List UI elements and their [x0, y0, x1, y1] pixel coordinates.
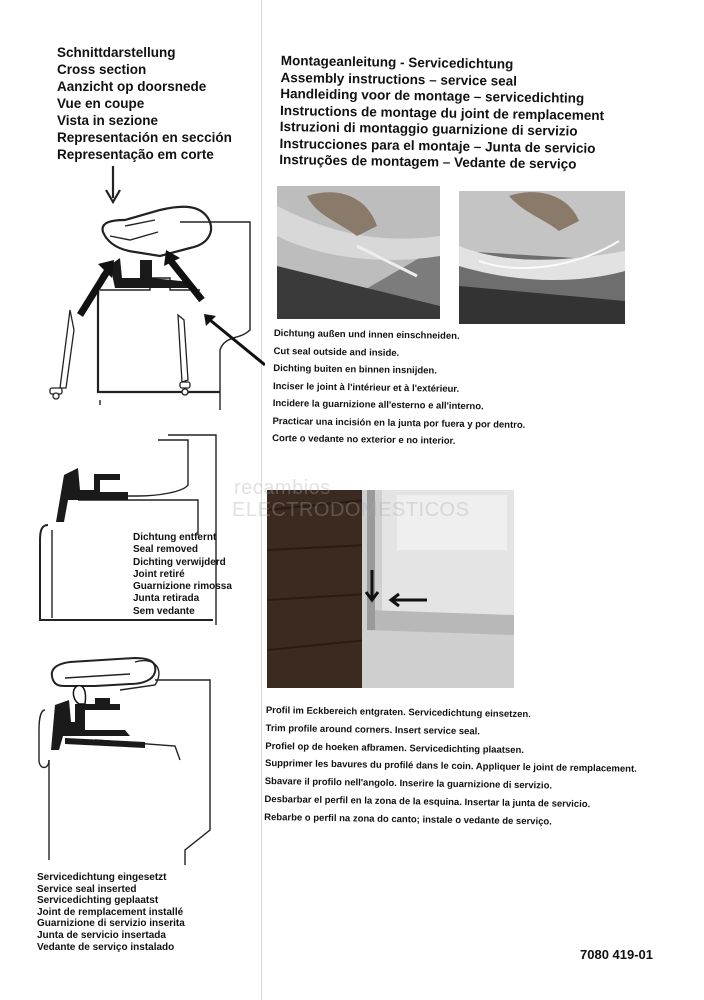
assembly-title-pt: Instruções de montagem – Vedante de serviço	[279, 151, 577, 172]
title-en: Cross section	[57, 62, 147, 77]
photo-cut-seal-1	[277, 186, 440, 319]
assembly-title-fr: Instructions de montage du joint de remplacement	[279, 102, 605, 123]
trim-profile-it: Sbavare il profilo nell'angolo. Inserire la guarnizione di servizio.	[264, 776, 553, 792]
part-number: 7080 419-01	[580, 947, 654, 962]
cross-section-titles	[57, 44, 232, 163]
seal-removed-pt: Sem vedante	[133, 605, 195, 617]
cut-seal-it: Incidere la guarnizione all'esterno e all'interno.	[272, 397, 484, 413]
seal-inserted-en: Service seal inserted	[37, 883, 137, 895]
cut-seal-nl: Dichting buiten en binnen insnijden.	[273, 362, 437, 377]
title-es: Representación en sección	[57, 130, 232, 145]
trim-profile-fr: Supprimer les bavures du profilé dans le coin. Appliquer le joint de remplacement.	[264, 758, 637, 776]
watermark	[232, 477, 469, 521]
trim-profile-pt: Rebarbe o perfil na zona do canto; instale o vedante de serviço.	[264, 811, 552, 828]
seal-removed-de: Dichtung entfernt	[133, 532, 217, 543]
trim-profile-en: Trim profile around corners. Insert service seal.	[265, 722, 481, 738]
title-nl: Aanzicht op doorsnede	[57, 79, 207, 94]
cut-seal-fr: Inciser le joint à l'intérieur et à l'extérieur.	[272, 380, 460, 395]
cut-seal-en: Cut seal outside and inside.	[273, 345, 400, 359]
title-de: Schnittdarstellung	[57, 45, 176, 60]
watermark-line2: ELECTRODOMESTICOS	[232, 499, 470, 521]
trim-profile-nl: Profiel op de hoeken afbramen. Servicedichting plaatsen.	[265, 740, 525, 756]
assembly-title-en: Assembly instructions – service seal	[280, 69, 518, 89]
seal-inserted-it: Guarnizione di servizio inserita	[37, 918, 185, 930]
assembly-title-de: Montageanleitung - Servicedichtung	[280, 53, 514, 72]
seal-removed-es: Junta retirada	[133, 593, 200, 605]
assembly-instructions-titles	[279, 53, 605, 174]
trim-profile-instructions	[264, 702, 638, 832]
assembly-title-it: Istruzioni di montaggio guarnizione di servizio	[279, 118, 578, 139]
cut-seal-pt: Corte o vedante no exterior e no interior.	[272, 432, 456, 447]
seal-inserted-nl: Servicedichting geplaatst	[37, 895, 159, 907]
assembly-title-es: Instrucciones para el montaje – Junta de servicio	[279, 135, 596, 156]
trim-profile-de: Profil im Eckbereich entgraten. Servicedichtung einsetzen.	[265, 704, 531, 721]
seal-removed-fr: Joint retiré	[133, 568, 185, 580]
seal-inserted-pt: Vedante de serviço instalado	[37, 941, 175, 953]
trim-profile-es: Desbarbar el perfil en la zona de la esquina. Insertar la junta de servicio.	[264, 793, 591, 811]
seal-inserted-de: Servicedichtung eingesetzt	[37, 872, 167, 883]
title-pt: Representação em corte	[57, 147, 214, 162]
cross-section-diagram-cut	[40, 160, 265, 410]
title-it: Vista in sezione	[57, 113, 159, 128]
seal-removed-en: Seal removed	[133, 544, 199, 556]
photo-cut-seal-2	[459, 191, 625, 324]
seal-removed-it: Guarnizione rimossa	[133, 581, 232, 593]
cut-seal-instructions	[272, 325, 527, 451]
cut-seal-de: Dichtung außen und innen einschneiden.	[273, 327, 460, 342]
seal-removed-nl: Dichting verwijderd	[133, 556, 226, 568]
seal-inserted-fr: Joint de remplacement installé	[37, 906, 184, 918]
cut-seal-es: Practicar una incisión en la junta por fuera y por dentro.	[272, 415, 526, 431]
title-fr: Vue en coupe	[57, 96, 145, 111]
watermark-line1: recambios	[234, 477, 331, 499]
seal-inserted-labels	[37, 872, 185, 953]
cross-section-diagram-inserted	[35, 650, 215, 865]
seal-removed-labels	[133, 532, 232, 618]
assembly-title-nl: Handleiding voor de montage – servicedichting	[280, 85, 585, 106]
seal-inserted-es: Junta de servicio insertada	[37, 929, 166, 941]
